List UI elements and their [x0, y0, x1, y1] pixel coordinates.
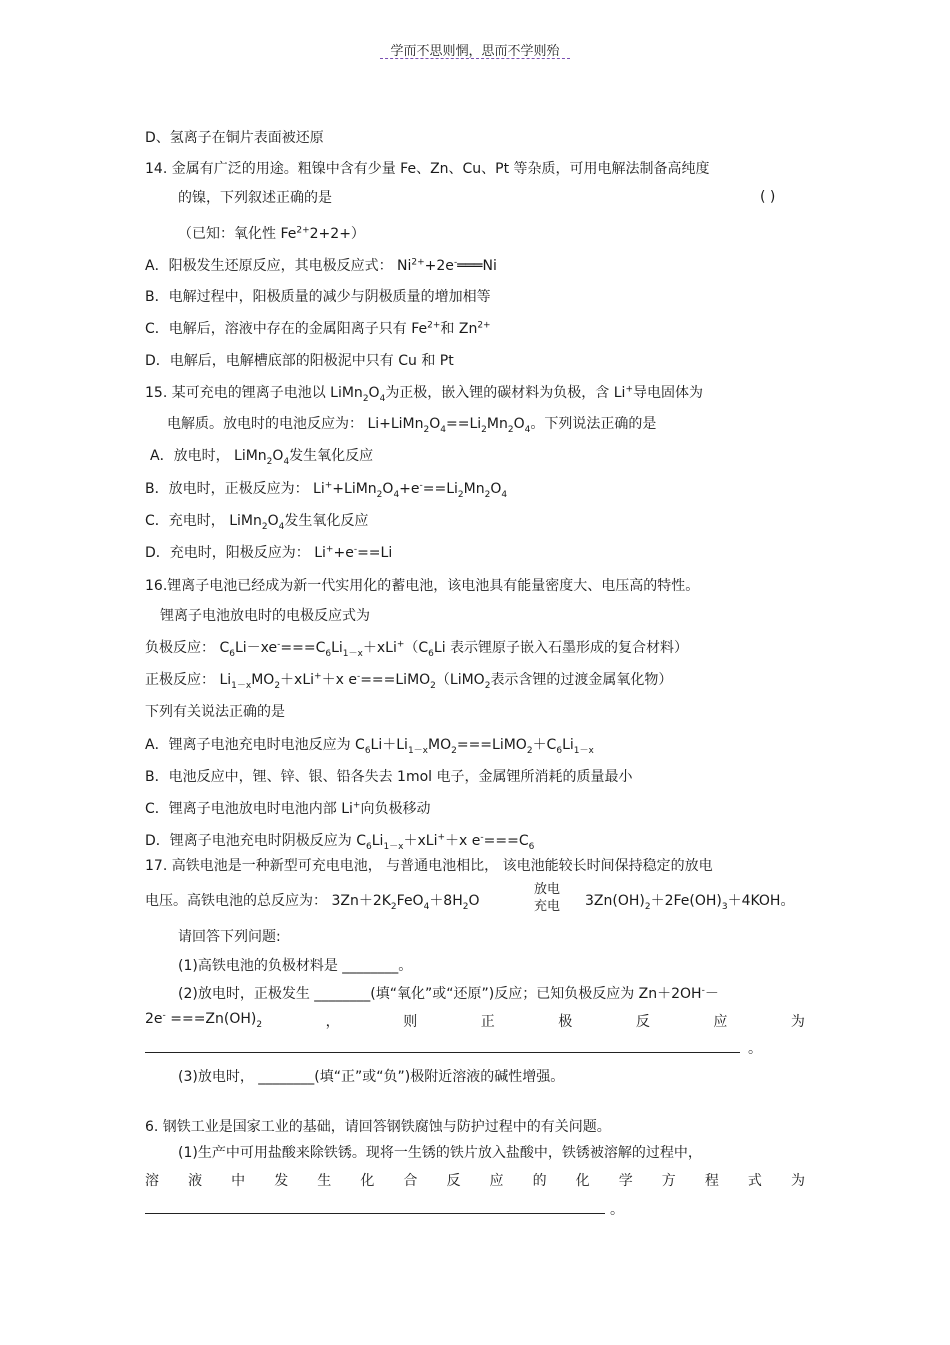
- question-14-stem: 14. 金属有广泛的用途。粗镍中含有少量 Fe、Zn、Cu、Pt 等杂质，可用电解法制备高纯度: [145, 161, 710, 177]
- justified-char: 反: [446, 1173, 461, 1189]
- justified-char: 学: [618, 1173, 633, 1189]
- justified-char: 发: [274, 1173, 289, 1189]
- question-15-option-b: B．放电时，正极反应为： $Li^++LiMn_2O_4+e^-==Li_2Mn_2O_4$: [145, 480, 508, 500]
- answer-blank-line[interactable]: [145, 1213, 605, 1214]
- justified-char: 应: [489, 1173, 504, 1189]
- question-16-stem-cont: 锂离子电池放电时的电极反应式为: [160, 608, 370, 624]
- option-d-line: D、氢离子在铜片表面被还原: [145, 130, 324, 146]
- justified-char: $2e^- ===Zn(OH)_2$: [145, 1010, 263, 1030]
- period: 。: [610, 1202, 624, 1218]
- justified-char: 溶: [145, 1173, 159, 1189]
- justified-char: 则: [403, 1014, 418, 1030]
- justified-char: 生: [317, 1173, 332, 1189]
- question-15-stem-cont: 电解质。放电时的电池反应为： $Li+LiMn_2O_4==Li_2Mn_2O_4$。下列说法正确的是: [167, 416, 657, 435]
- justified-char: 的: [532, 1173, 547, 1189]
- question-16-option-c: C．锂离子电池放电时电池内部 Li+向负极移动: [145, 800, 431, 817]
- question-16-positive-reaction: 正极反应： $Li_{1-x}MO_2+xLi^++x$ e-===LiMO$_2$（LiMO$_2$表示含锂的过渡金属氧化物）: [145, 671, 673, 691]
- question-17-stem: 17. 高铁电池是一种新型可充电电池， 与普通电池相比， 该电池能较长时间保持稳定的放电: [145, 858, 713, 874]
- reaction-condition-stack: [534, 881, 560, 915]
- justified-char: 方: [661, 1173, 676, 1189]
- question-17-part-1: (1)高铁电池的负极材料是 ________。: [178, 958, 413, 974]
- justified-char: 化: [360, 1173, 375, 1189]
- question-17-part-2-cont: [145, 1011, 805, 1031]
- justified-char: 化: [575, 1173, 590, 1189]
- page-header-motto: 学而不思则惘，思而不学则殆: [390, 44, 560, 59]
- justified-char: 应: [713, 1014, 728, 1030]
- period: 。: [748, 1041, 762, 1057]
- justified-char: 程: [704, 1173, 719, 1189]
- justified-char: 为: [790, 1173, 805, 1189]
- charge-label: 充电: [534, 899, 561, 914]
- question-14-option-a: A．阳极发生还原反应，其电极反应式： $Ni^{2+}+2e^-═══Ni$: [145, 257, 497, 274]
- question-6-part-1: (1)生产中可用盐酸来除铁锈。现将一生锈的铁片放入盐酸中，铁锈被溶解的过程中，: [178, 1145, 702, 1161]
- justified-char: 极: [558, 1014, 573, 1030]
- question-14-note: （已知：氧化性 $Fe^{2+}2+2+$）: [178, 225, 365, 242]
- question-16-negative-reaction: 负极反应： $C_6Li-xe^-===C_6Li_{1-x}+xLi^+(C_6Li$ 表示锂原子嵌入石墨形成的复合材料）: [145, 639, 689, 659]
- discharge-label: 放电: [534, 882, 561, 897]
- question-16-stem: 16.锂离子电池已经成为新一代实用化的蓄电池，该电池具有能量密度大、电压高的特性。: [145, 578, 700, 594]
- justified-char: 液: [188, 1173, 203, 1189]
- justified-char: 中: [231, 1173, 246, 1189]
- question-17-part-2: (2)放电时，正极发生 ________(填“氧化”或“还原”)反应；已知负极反应为 Zn＋2OH-－: [178, 985, 719, 1002]
- question-17-reaction-left: 电压。高铁电池的总反应为： $3Zn+2K_2FeO_4+8H_2O$: [145, 893, 480, 912]
- justified-char: 正: [480, 1014, 495, 1030]
- justified-char: 式: [747, 1173, 762, 1189]
- question-16-prompt: 下列有关说法正确的是: [145, 704, 285, 720]
- question-16-option-b: B．电池反应中，锂、锌、银、铅各失去 1mol 电子，金属锂所消耗的质量最小: [145, 769, 633, 785]
- question-17-reaction-right: $3Zn(OH)_2+2Fe(OH)_3+4KOH$。: [585, 893, 795, 912]
- question-14-option-c: C．电解后，溶液中存在的金属阳离子只有 $Fe^{2+}$和 $Zn^{2+}$: [145, 320, 491, 337]
- justified-char: 合: [403, 1173, 418, 1189]
- question-15-option-d: D．充电时，阳极反应为： Li++e-==Li: [145, 544, 393, 561]
- question-6-part-1-cont: [145, 1170, 805, 1190]
- question-16-option-a: A．锂离子电池充电时电池反应为 $C_6Li+Li_{1-x}MO_2===LiMO_2+C_6Li_{1-x}$: [145, 737, 594, 756]
- justified-char: ，: [325, 1014, 340, 1030]
- question-16-option-d: D．锂离子电池充电时阴极反应为 $C_6Li_{1-x}+xLi^++x$ $e^-===C_6$: [145, 832, 535, 852]
- answer-blank-line[interactable]: [145, 1052, 740, 1053]
- justified-char: 为: [790, 1014, 805, 1030]
- header-dashed-rule: [380, 58, 570, 59]
- question-15-option-c: C．充电时， $LiMn_2O_4$发生氧化反应: [145, 513, 369, 532]
- question-6-stem: 6. 钢铁工业是国家工业的基础，请回答钢铁腐蚀与防护过程中的有关问题。: [145, 1119, 611, 1135]
- justified-char: 反: [635, 1014, 650, 1030]
- question-14-option-b: B．电解过程中，阳极质量的减少与阴极质量的增加相等: [145, 289, 491, 305]
- question-17-part-3: (3)放电时， ________(填“正”或“负”)极附近溶液的碱性增强。: [178, 1069, 565, 1085]
- question-14-stem-cont: 的镍，下列叙述正确的是: [178, 190, 332, 206]
- question-14-option-d: D．电解后，电解槽底部的阳极泥中只有 Cu 和 Pt: [145, 353, 454, 369]
- question-15-option-a: A．放电时， $LiMn_2O_4$发生氧化反应: [150, 448, 374, 467]
- question-15-stem: 15. 某可充电的锂离子电池以 $LiMn_2O_4$为正极，嵌入锂的碳材料为负极，含 Li+导电固体为: [145, 384, 703, 404]
- question-17-prompt: 请回答下列问题:: [178, 929, 281, 945]
- answer-paren: ( ): [760, 189, 776, 205]
